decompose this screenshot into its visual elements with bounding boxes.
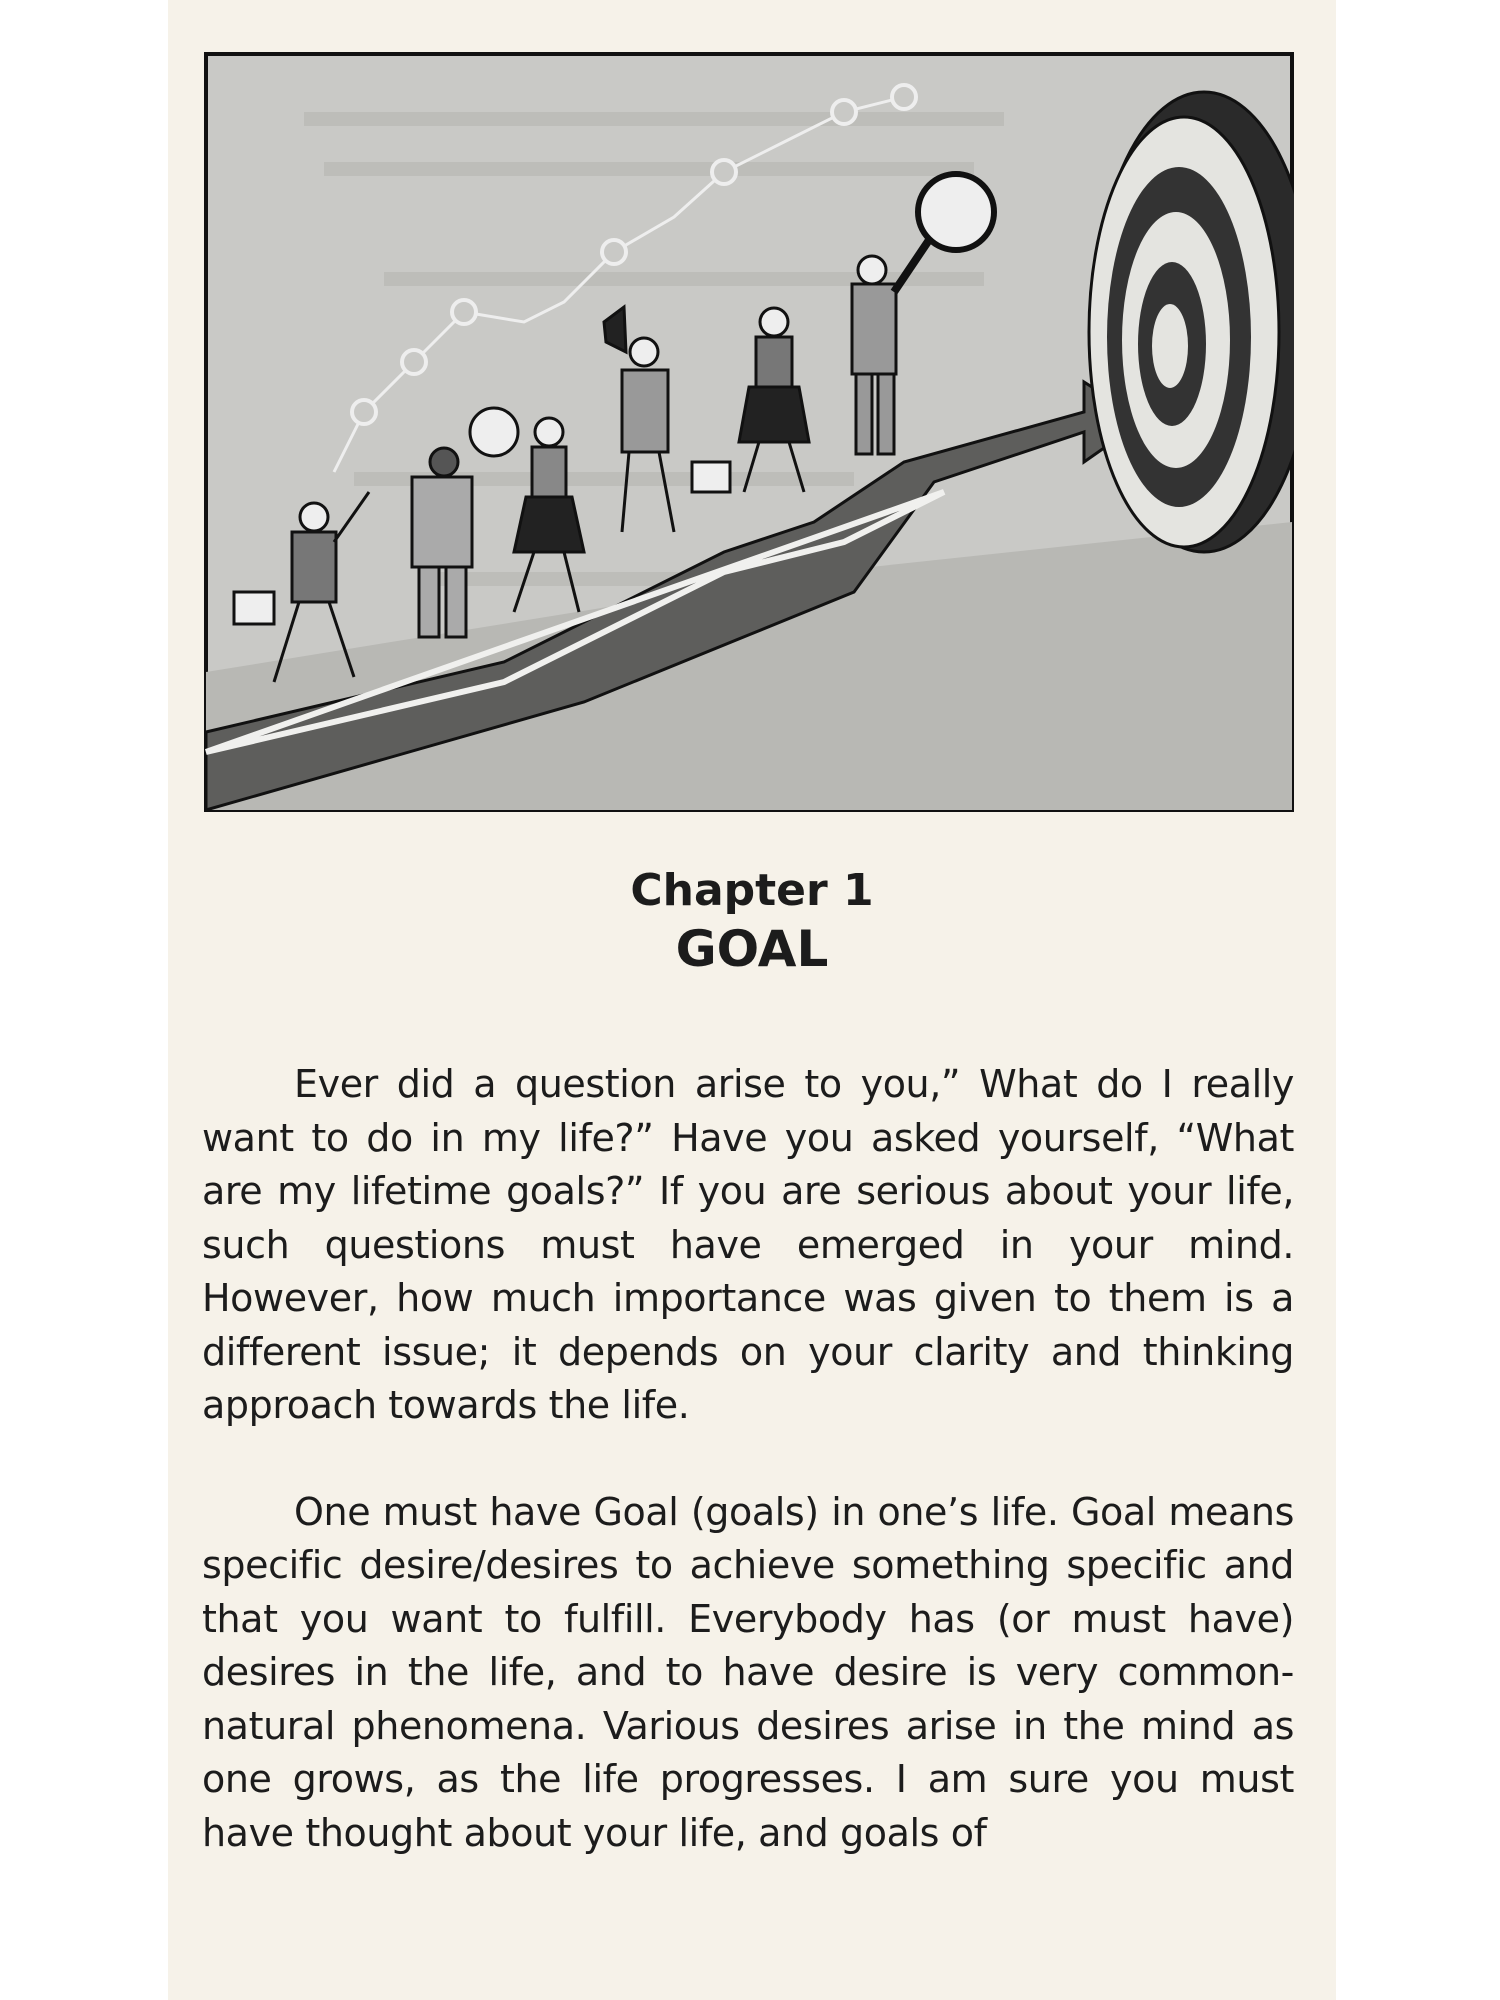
paragraph: Ever did a question arise to you,” What do I really want to do in my life?” Have you asked yourself, “What are my lifetime goals?” If you are serious about your life, such questions must have emerged in your mind. However, how much importance was given to them is a different issue; it depends on your clarity and thinking approach towards the life.	[202, 1062, 1294, 1427]
chapter-title: GOAL	[675, 920, 829, 978]
chapter-body	[202, 1058, 1294, 1860]
book-page	[168, 0, 1336, 2000]
paragraph: One must have Goal (goals) in one’s life. Goal means specific desire/desires to achieve something specific and that you want to fulfill. Everybody has (or must have) desires in the life, and to have desire is very common- natural phenomena. Various desires arise in the mind as one grows, as the life progresses. I am sure you must have thought about your life, and goals of	[202, 1489, 1294, 1855]
chapter-illustration	[204, 52, 1294, 812]
team-climbing-to-target-icon	[204, 52, 1294, 812]
chapter-label: Chapter 1	[630, 865, 874, 916]
chapter-heading	[168, 862, 1336, 978]
